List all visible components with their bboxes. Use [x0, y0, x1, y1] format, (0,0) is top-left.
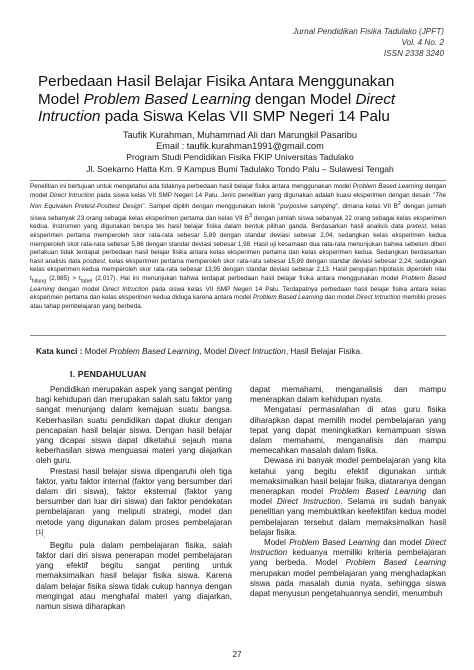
paragraph	[250, 538, 446, 599]
author-block	[40, 130, 440, 175]
paragraph: Pendidikan merupakan aspek yang sangat penting bagi kehidupan dan merupakan salah satu faktor yang sangat menunjang dalam kemajuan suatu bangsa. Keberhasilan suatu pendidikan dapat diukur dengan pencapaian hasil belajar siswa. Dengan hasil belajar yang dicapai siswa dapat diketahui sejauh mana keberhasilan siswa menguasai materi yang diajarkan oleh guru.	[36, 385, 232, 466]
abstract-run: Penelitian ini bertujuan untuk mengetahui ada tidaknya perbedaan hasil belajar fisika antara menggunakan model	[30, 183, 353, 190]
abstract-italic: Direct Intruction	[102, 285, 149, 293]
paragraph-italic: Problem Based Learning	[329, 487, 427, 497]
citation-ref: [1]	[36, 528, 44, 536]
abstract-run: , kelas eksperimen pertama memperoleh skor rata-rata sebesar 5,89 dengan standar deviasi sebesar 2,04, sedangkan kelas eksperimen kedua memperoleh skor rata-rata sebesar 5,86 dengan standar deviasi sebesar 1,98. Hasil uji kesamaan dua rata-rata menunjukan bahwa sebelum diberi perlakuan tidak terdapat perbedaan hasil belajar fisika antara kelas eksperimen pertama dan kelas eksperimen kedua. Sedangkan berdasarkan hasil analisis data	[30, 223, 446, 265]
paragraph: dapat memahami, menganalisis dan mampu menerapkan dalam kehidupan nyata.	[250, 385, 446, 405]
paragraph: Mengatasi permasalahan di atas guru fisika diharapkan dapat memilih model pembelajaran yang tepat yang dapat meningkatkan kemampuan siswa dalam memahami, menganalisis dan mampu memecahkan masalah dalam fisika.	[250, 405, 446, 456]
abstract-sup: 2	[397, 201, 401, 208]
paragraph-run: keduanya memiliki kriteria pembelajaran yang berbeda. Model	[250, 548, 446, 568]
title-text: dengan Model	[250, 90, 356, 108]
abstract-text	[30, 183, 446, 311]
right-column	[250, 385, 446, 599]
paragraph-run: dan model	[250, 487, 446, 507]
journal-volume: Vol. 4 No. 2	[401, 38, 444, 47]
paragraph-run: Prestasi hasil belajar siswa dipengaruhi oleh tiga faktor, yaitu faktor internal (faktor yang bersumber dari dalam diri siswa), faktor eksternal (faktor yang bersumber dari luar diri siswa) dan faktor pendekatan pembelajaran yang meliputi strategi, model dan metode yang digunakan dalam proses pembelajaran	[36, 466, 232, 527]
section-heading: I. PENDAHULUAN	[70, 369, 147, 379]
journal-issn: ISSN 2338 3240	[383, 49, 444, 58]
abstract-run: (2,985) > t	[46, 274, 81, 282]
abstract-run: dengan model	[30, 183, 446, 199]
abstract-sup: 3	[248, 212, 252, 219]
keywords-label: Kata kunci :	[36, 347, 85, 356]
page-number: 27	[232, 650, 242, 659]
abstract-sub: hitung	[31, 277, 47, 284]
title-text: Perbedaan Hasil Belajar Fisika Antara Menggunakan Model	[38, 73, 395, 108]
paragraph	[36, 467, 232, 541]
abstract	[30, 180, 446, 336]
paragraph-italic: Problem Based Learning	[345, 558, 446, 568]
abstract-italic: Problem Based Learning	[352, 183, 423, 190]
author-email[interactable]: Email : taufik.kurahman1991@gmail.com	[156, 141, 324, 152]
paragraph-run: . Selama ini sudah banyak penelitian yang membuktikan keefektifan kedua model pembelajaran tersebut dalam memaksimalkan hasil belajar fisika.	[250, 497, 446, 537]
paragraph	[250, 456, 446, 538]
abstract-run: ", dimana kelas VII B	[335, 203, 398, 211]
paragraph: Begitu pula dalam pembelajaran fisika, salah faktor dari diri siswa penerapan model pembelajaran yang efektif begitu sangat penting untuk memaksimalkan hasil belajar fisika siswa. Karena dalam belajar fisika siswa tidak cukup hannya dengan mengingat atau menghafal materi yang diajarkan, namun siswa diharapkan	[36, 540, 232, 611]
abstract-run: dengan jumlah siswa sebanyak 23 orang sebagai kelas eksperimen pertama dan kelas VII B	[30, 203, 446, 222]
abstract-italic: posttest	[82, 257, 105, 265]
abstract-sub: tabel	[80, 277, 93, 284]
abstract-italic: Problem Based Learning	[253, 294, 323, 302]
author-address: Jl. Soekarno Hatta Km. 9 Kampus Bumi Tadulako Tondo Palu – Sulawesi Tengah	[86, 163, 394, 174]
paragraph-run: Model	[264, 538, 290, 548]
abstract-run: (2,017). Hal ini menunjukan bahwa terdapat perbedaan hasil belajar fisika antara menggunakan model	[92, 274, 402, 282]
abstract-italic: Problem Based Learning	[30, 274, 447, 293]
paragraph-run: .	[43, 530, 46, 540]
author-names: Taufik Kurahman, Muhammad Ali dan Marungkil Pasaribu	[123, 130, 357, 140]
keywords-italic: Direct Intruction	[228, 347, 286, 356]
author-program: Program Studi Pendidikan Fisika FKIP Universitas Tadulako	[126, 152, 354, 163]
paragraph-italic: Direct Instruction	[277, 497, 341, 507]
abstract-run: , kelas eksperimen pertama memperoleh skor rata-rata sebesar 15,89 dengan standar deviasi sebesar 2,24, sedangkan kelas eksperimen kedua memperoleh skor rata-rata sebesar 13,95 dengan standar deviasi sebesar 2,13. Hasil pengujian hipotesis diperoleh nilai t	[30, 257, 446, 282]
keywords-run: , Model	[199, 347, 229, 356]
abstract-italic: Direct Intruction	[356, 294, 401, 302]
abstract-italic: The Non Equivalen Pretest-Posttest Design	[30, 191, 447, 211]
paragraph-run: merupakan model pembelajaran yang menghadapkan siswa pada masalah dunia nyata, sehingga siswa dapat menyusun pengetahuannya sendiri, menumbuh	[250, 568, 446, 599]
abstract-run: pada siswa kelas VII SMP Negeri 14 Palu. Jenis penelitian yang digunakan adalah kuasi eksperimen dengan desain "	[94, 191, 436, 199]
title-italic: Direct Intruction	[38, 90, 396, 125]
abstract-italic: pretest	[406, 223, 427, 231]
keywords-run: , Hasil Belajar Fisika.	[285, 347, 363, 356]
abstract-run: dengan model	[54, 285, 103, 293]
keywords-italic: Problem Based Learning	[109, 347, 200, 356]
paragraph-italic: Direct Instruction	[250, 538, 446, 558]
paper-title	[38, 73, 438, 126]
title-italic: Problem Based Learning	[83, 90, 251, 108]
title-text: pada Siswa Kelas VII SMP Negeri 14 Palu	[100, 108, 390, 125]
abstract-italic: purposive sampling	[280, 203, 336, 211]
keywords-run: Model	[84, 347, 110, 356]
abstract-run: dan model	[322, 294, 357, 302]
paragraph-run: Dewasa ini banyak model pembelajaran yang kita ketahui yang begitu efektif digunakan untuk memaksimalkan hasil belajar fisika, diataranya dengan menerapkan model	[250, 456, 446, 497]
abstract-run: dengan jumlah siswa sebanyak 22 orang sebagai kelas eksperimen kedua. Instrumen yang digunakan berupa tes hasil belajar fisika dalam bentuk pilihan ganda. Berdasarkan hasil analisis data	[30, 214, 446, 231]
abstract-run: pada siswa kelas VII SMP Negeri 14 Palu. Terdapatnya perbedaan hasil belajar fisika antara kelas eksperimen pertama dan kelas eksperimen kedua diduga karena antara model	[30, 285, 447, 302]
left-column	[36, 385, 232, 612]
abstract-run: memiliki proses atau tahap pembelajaran yang berbeda.	[30, 294, 446, 310]
keywords	[36, 347, 362, 356]
paragraph-run: dan model	[379, 538, 425, 548]
abstract-italic: Direct Intruction	[49, 191, 95, 199]
journal-header	[293, 26, 444, 59]
abstract-run: ". Sampel dipilih dengan menggunakan teknik "	[142, 203, 281, 211]
journal-name: Jurnal Pendidikan Fisika Tadulako (JPFT)	[292, 27, 444, 36]
paragraph-italic: Problem Based Learning	[289, 538, 380, 548]
